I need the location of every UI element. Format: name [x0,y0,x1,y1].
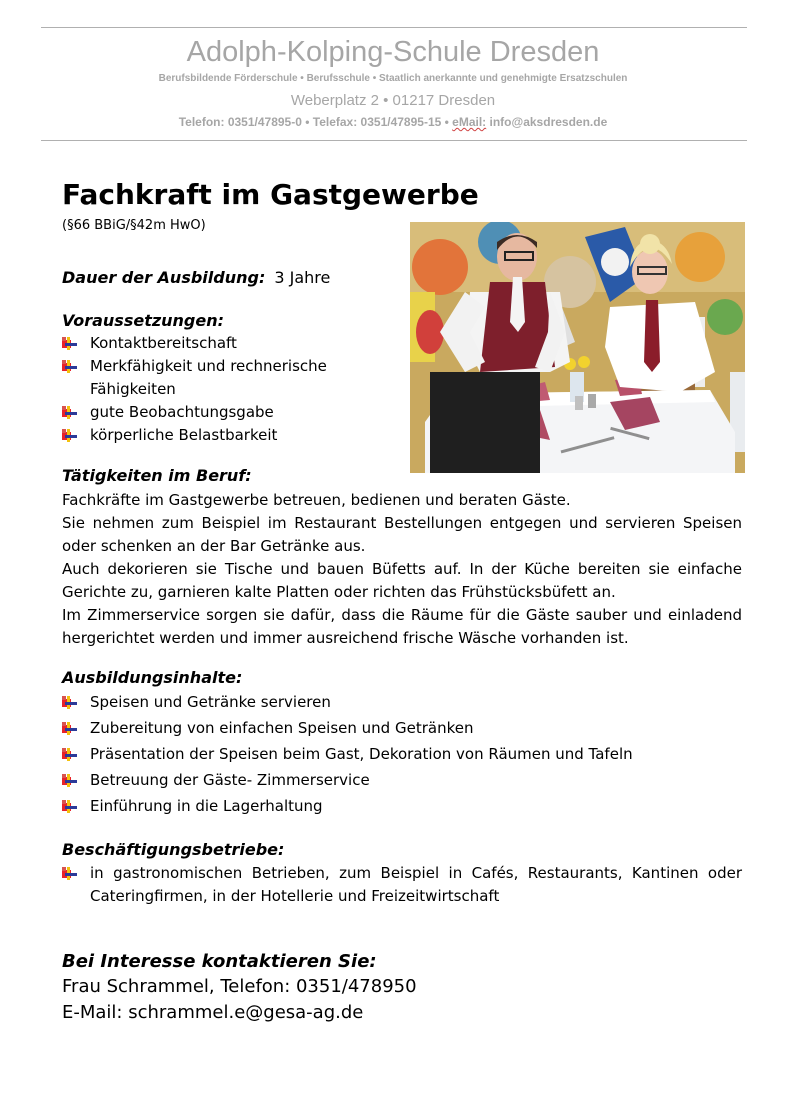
list-item: gute Beobachtungsgabe [62,401,362,424]
restaurant-scene-image [410,222,745,473]
list-item: Merkfähigkeit und rechnerische Fähigkeiten [62,355,362,401]
email-value[interactable]: info@aksdresden.de [486,115,608,129]
activities-paragraph: Fachkräfte im Gastgewerbe betreuen, bedienen und beraten Gäste. [62,491,571,509]
duration-label: Dauer der Ausbildung: [62,268,266,287]
school-name: Adolph-Kolping-Schule Dresden [186,36,600,68]
contact-phone-fax: Telefon: 0351/47895-0 • Telefax: 0351/47895-15 • [178,115,453,129]
employers-heading: Beschäftigungsbetriebe: [62,840,285,859]
law-reference: (§66 BBiG/§42m HwO) [62,218,206,233]
training-contents-heading: Ausbildungsinhalte: [62,668,243,687]
page-title: Fachkraft im Gastgewerbe [62,178,479,211]
activities-text [62,489,742,650]
colored-square-bullet-icon [62,360,77,373]
header-top-rule [41,27,747,28]
school-contact [0,115,786,129]
school-subtitle: Berufsbildende Förderschule • Berufsschule • Staatlich anerkannte und genehmigte Ersatzschulen [158,73,628,84]
activities-heading: Tätigkeiten im Beruf: [62,466,252,485]
colored-square-bullet-icon [62,696,77,709]
list-item: Einführung in die Lagerhaltung [62,795,742,818]
activities-paragraph: Sie nehmen zum Beispiel im Restaurant Bestellungen entgegen und servieren Speisen oder schenken an der Bar Getränke aus. [62,514,742,555]
contact-heading: Bei Interesse kontaktieren Sie: [62,951,377,972]
colored-square-bullet-icon [62,867,77,880]
contact-email[interactable]: E-Mail: schrammel.e@gesa-ag.de [62,1002,364,1023]
email-label: eMail: [452,115,487,129]
activities-paragraph: Auch dekorieren sie Tische und bauen Büfetts auf. In der Küche bereiten sie einfache Gerichte zu, garnieren kalte Platten oder richten das Frühstücksbüfett an. [62,560,742,601]
duration-row [62,268,330,287]
school-address: Weberplatz 2 • 01217 Dresden [290,92,496,109]
requirements-list [62,332,362,447]
list-item: Zubereitung von einfachen Speisen und Getränken [62,717,742,740]
colored-square-bullet-icon [62,429,77,442]
colored-square-bullet-icon [62,800,77,813]
staff-photo [410,222,745,473]
duration-value: 3 Jahre [274,268,331,287]
colored-square-bullet-icon [62,748,77,761]
activities-paragraph: Im Zimmerservice sorgen sie dafür, dass die Räume für die Gäste sauber und einladend hergerichtet werden und immer ausreichend frische Wäsche vorhanden ist. [62,606,742,647]
header-bottom-rule [41,140,747,141]
colored-square-bullet-icon [62,406,77,419]
list-item: körperliche Belastbarkeit [62,424,362,447]
list-item: Betreuung der Gäste- Zimmerservice [62,769,742,792]
colored-square-bullet-icon [62,774,77,787]
list-item: Speisen und Getränke servieren [62,691,742,714]
list-item: in gastronomischen Betrieben, zum Beispiel in Cafés, Restaurants, Kantinen oder Cateringfirmen, in der Hotellerie und Freizeitwirtschaft [62,862,742,908]
requirements-heading: Voraussetzungen: [62,311,225,330]
list-item: Präsentation der Speisen beim Gast, Dekoration von Räumen und Tafeln [62,743,742,766]
employers-list [62,862,742,908]
contact-phone: Frau Schrammel, Telefon: 0351/478950 [62,976,417,997]
list-item: Kontaktbereitschaft [62,332,362,355]
colored-square-bullet-icon [62,337,77,350]
training-contents-list [62,691,742,818]
colored-square-bullet-icon [62,722,77,735]
